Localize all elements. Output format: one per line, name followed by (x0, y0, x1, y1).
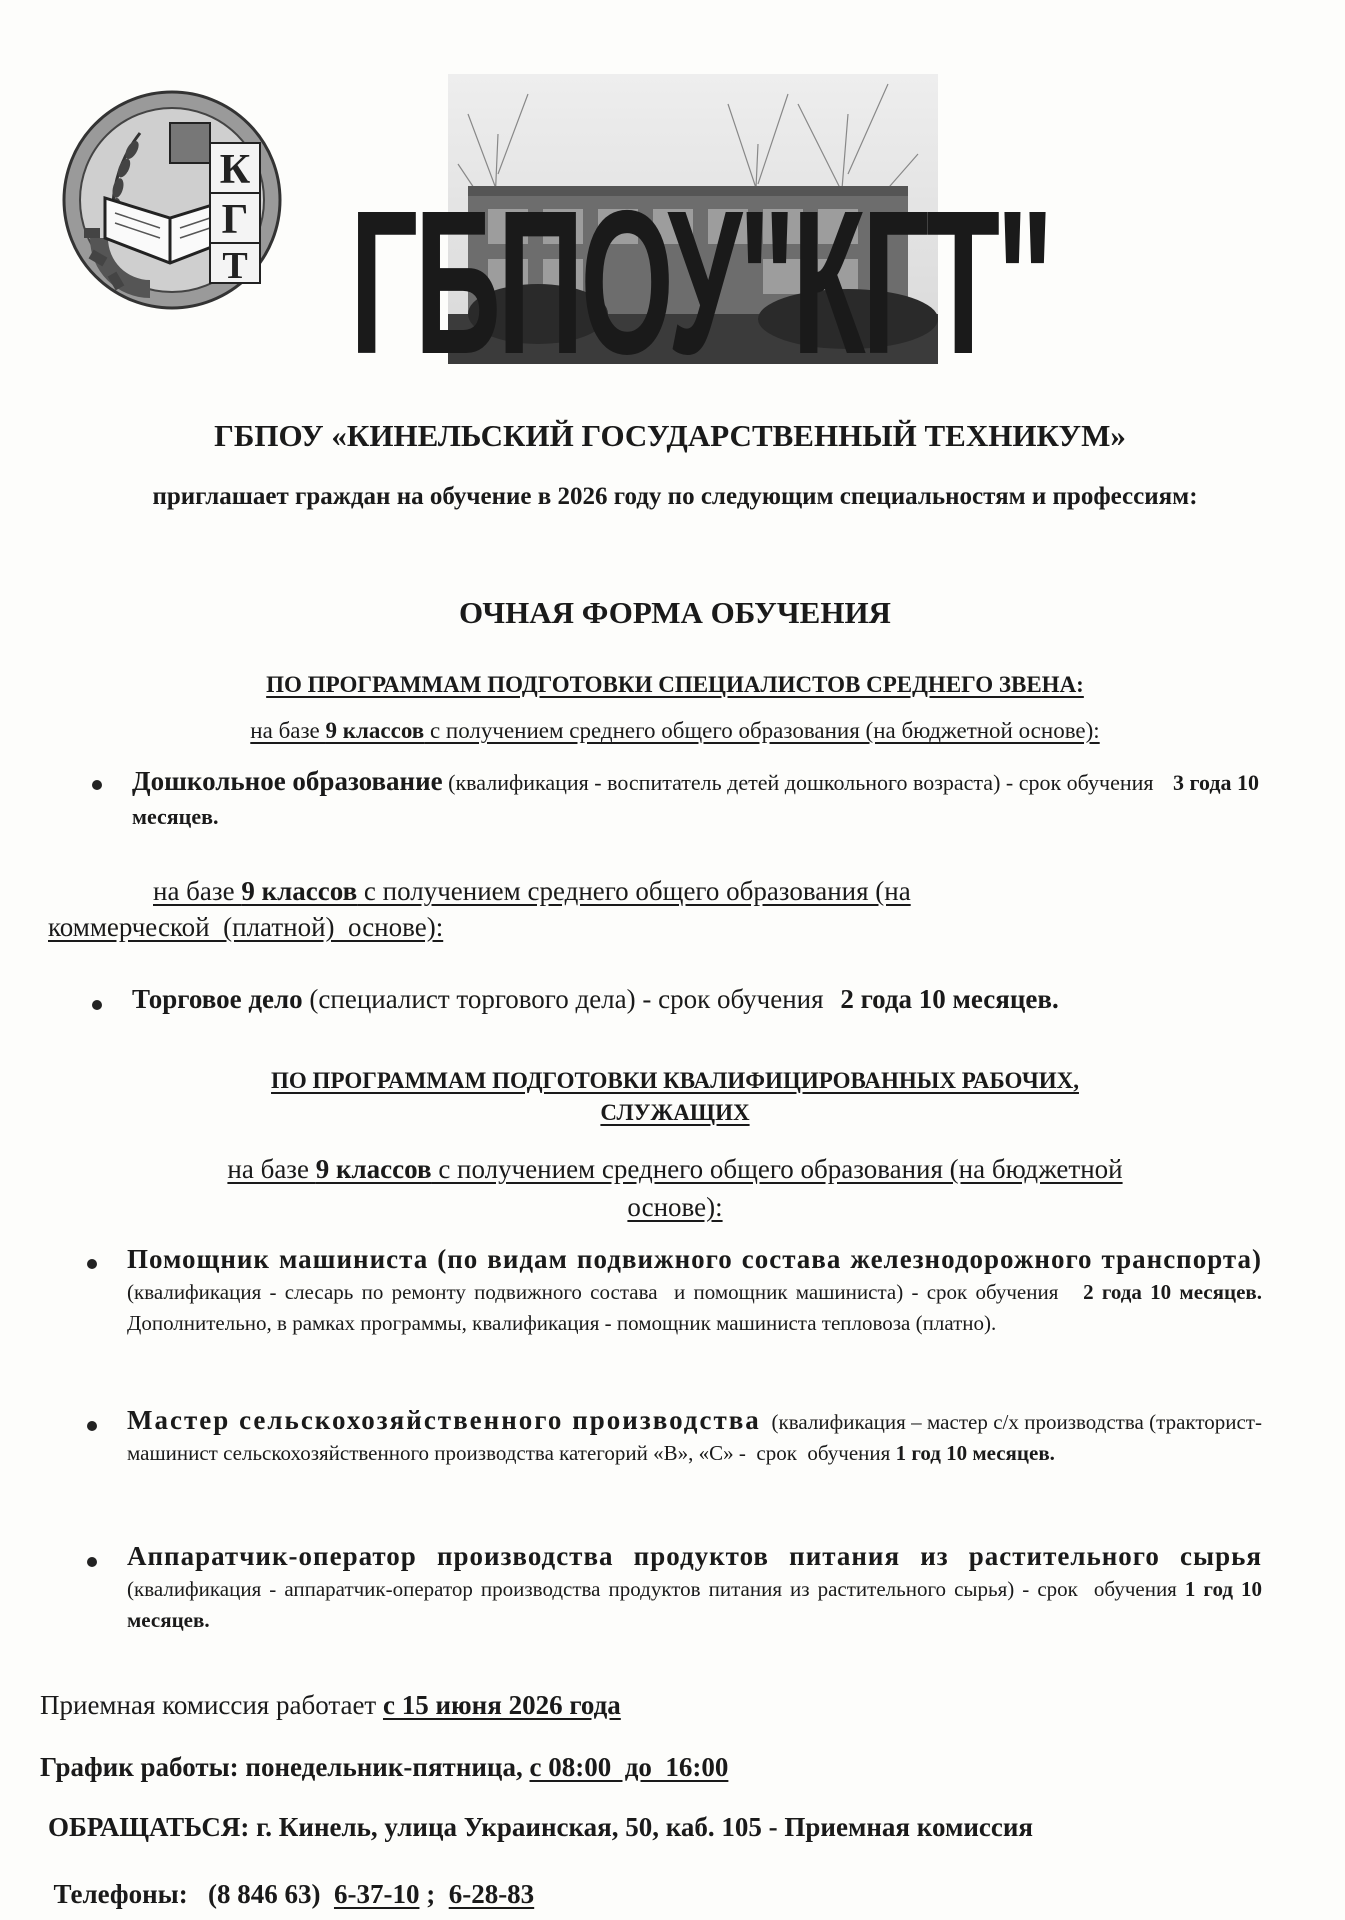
commission-start: Приемная комиссия работает с 15 июня 2026 года (40, 1690, 621, 1720)
invitation-text: приглашает граждан на обучение в 2026 году по следующим специальностям и профессиям: (152, 483, 1198, 510)
svg-text:Т: Т (222, 245, 248, 287)
list-item-preschool: Дошкольное образование (квалификация - воспитатель детей дошкольного возраста) - срок обучения 3 года 10 месяцев. (132, 766, 1259, 829)
budget-basis-note: на базе 9 классов с получением среднего общего образования (на бюджетной основе): (250, 718, 1100, 743)
institution-title: ГБПОУ «КИНЕЛЬСКИЙ ГОСУДАРСТВЕННЫЙ ТЕХНИКУМ» (214, 418, 1126, 453)
heading-mid-level: ПО ПРОГРАММАМ ПОДГОТОВКИ СПЕЦИАЛИСТОВ СРЕДНЕГО ЗВЕНА: (266, 672, 1084, 697)
work-schedule: График работы: понедельник-пятница, с 08:00 до 16:00 (40, 1752, 729, 1782)
heading-workers: ПО ПРОГРАММАМ ПОДГОТОВКИ КВАЛИФИЦИРОВАННЫХ РАБОЧИХ, СЛУЖАЩИХ (271, 1068, 1079, 1125)
banner-title (320, 128, 1080, 388)
contact-address: ОБРАЩАТЬСЯ: г. Кинель, улица Украинская, 50, каб. 105 - Приемная комиссия (48, 1812, 1034, 1842)
bullet (92, 1000, 102, 1010)
list-item-trade: Торговое дело (специалист торгового дела) - срок обучения 2 года 10 месяцев. (132, 984, 1059, 1014)
svg-text:Г: Г (221, 197, 249, 243)
bullet (92, 780, 102, 790)
paid-basis-note: на базе 9 классов с получением среднего общего образования (на коммерческой (платной) основе): (48, 876, 911, 942)
section-title-full-time: ОЧНАЯ ФОРМА ОБУЧЕНИЯ (459, 595, 891, 630)
list-item-food-operator: Аппаратчик-оператор производства продуктов питания из растительного сырья (квалификация - аппаратчик-оператор производства продуктов питания из растительного сырья) - срок обучения 1 год 10 месяцев. (127, 1541, 1278, 1632)
svg-text:К: К (219, 147, 251, 193)
phone-numbers: Телефоны: (8 846 63) 6-37-10 ; 6-28-83 (53, 1879, 535, 1909)
bullet (87, 1421, 97, 1431)
list-item-driver-assistant: Помощник машиниста (по видам подвижного состава железнодорожного транспорта) (квалификация - слесарь по ремонту подвижного состава и помощник машиниста) - срок обучения 2 года 10 месяцев. Дополнительно, в рамках программы, квалификация - помощник машиниста тепловоза (платно). (127, 1244, 1278, 1335)
bullet (87, 1259, 97, 1269)
list-item-agri-master: Мастер сельскохозяйственного производства (квалификация – мастер с/х производства (тракторист-машинист сельскохозяйственного производства категорий «В», «С» - срок обучения 1 год 10 месяцев. (127, 1405, 1262, 1465)
banner-text: ГБПОУ"КГТ" (350, 168, 1050, 388)
workers-basis-note: на базе 9 классов с получением среднего общего образования (на бюджетной основе): (227, 1154, 1123, 1222)
kgt-logo-emblem (60, 88, 285, 313)
bullet (87, 1557, 97, 1567)
